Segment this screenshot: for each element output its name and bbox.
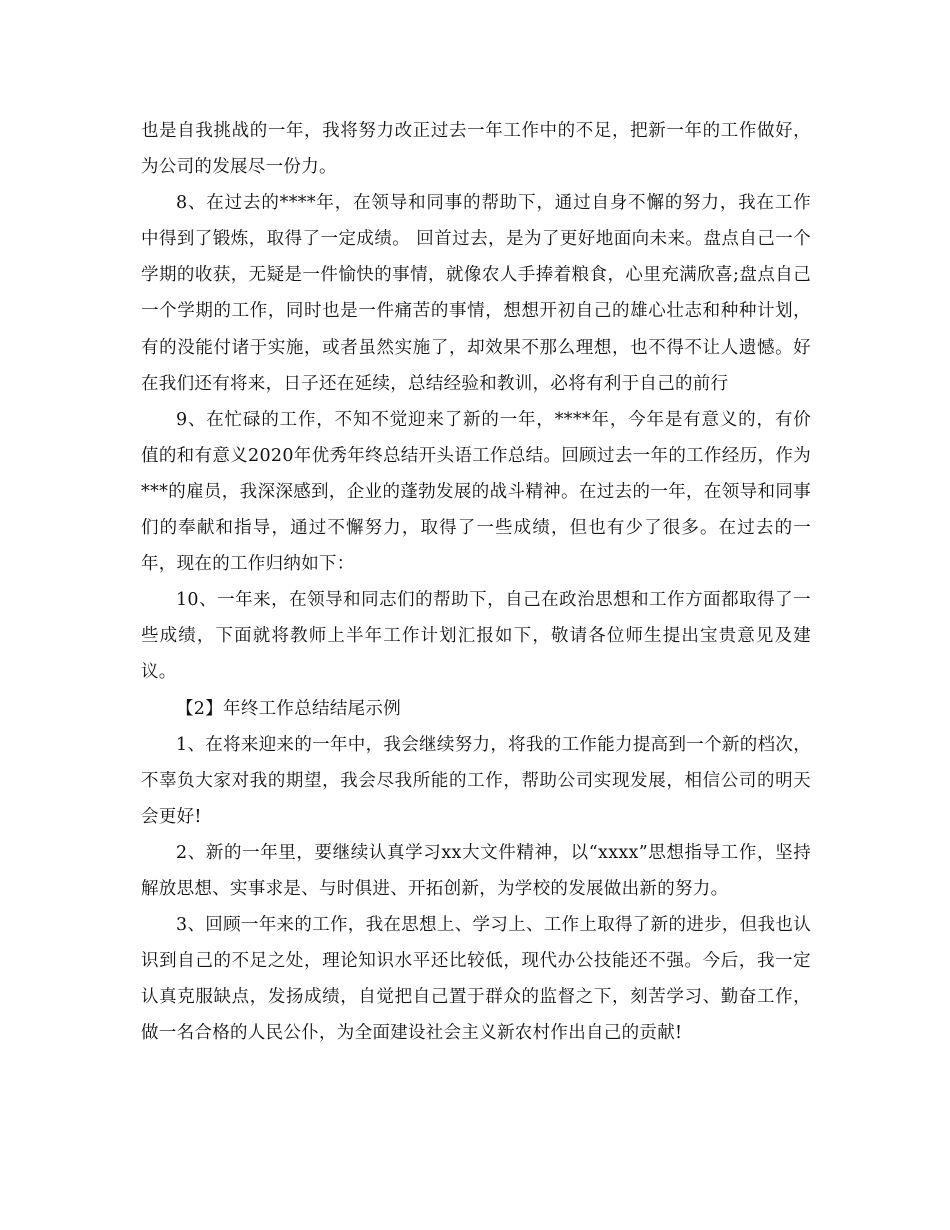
- document-body: [141, 113, 811, 1051]
- paragraph-ending-2: 2、新的一年里，要继续认真学习xx大文件精神，以“xxxx”思想指导工作，坚持解放思想、实事求是、与时俱进、开拓创新，为学校的发展做出新的努力。: [141, 842, 811, 899]
- paragraph-item-8: 8、在过去的****年，在领导和同事的帮助下，通过自身不懈的努力，我在工作中得到了锻炼，取得了一定成绩。 回首过去，是为了更好地面向未来。盘点自己一个学期的收获，无疑是一件愉快的事情，就像农人手捧着粮食，心里充满欣喜;盘点自己一个学期的工作，同时也是一件痛苦的事情，想想开初自己的雄心壮志和种种计划，有的没能付诸于实施，或者虽然实施了，却效果不那么理想，也不得不让人遗憾。好在我们还有将来，日子还在延续，总结经验和教训，必将有利于自己的前行: [141, 193, 811, 394]
- paragraph-item-10: 10、一年来，在领导和同志们的帮助下，自己在政治思想和工作方面都取得了一些成绩，下面就将教师上半年工作计划汇报如下，敬请各位师生提出宝贵意见及建议。: [141, 590, 811, 683]
- paragraph-ending-1: 1、在将来迎来的一年中，我会继续努力，将我的工作能力提高到一个新的档次，不辜负大家对我的期望，我会尽我所能的工作，帮助公司实现发展，相信公司的明天会更好!: [141, 734, 811, 827]
- paragraph-continuation: 也是自我挑战的一年，我将努力改正过去一年工作中的不足，把新一年的工作做好，为公司的发展尽一份力。: [141, 121, 811, 178]
- paragraph-item-9: 9、在忙碌的工作，不知不觉迎来了新的一年，****年，今年是有意义的，有价值的和有意义2020年优秀年终总结开头语工作总结。回顾过去一年的工作经历，作为***的雇员，我深深感到，企业的蓬勃发展的战斗精神。在过去的一年，在领导和同事们的奉献和指导，通过不懈努力，取得了一些成绩，但也有少了很多。在过去的一年，现在的工作归纳如下：: [141, 409, 811, 575]
- paragraph-ending-3: 3、回顾一年来的工作，我在思想上、学习上、工作上取得了新的进步，但我也认识到自己的不足之处，理论知识水平还比较低，现代办公技能还不强。今后，我一定认真克服缺点，发扬成绩，自觉把自己置于群众的监督之下，刻苦学习、勤奋工作，做一名合格的人民公仆，为全面建设社会主义新农村作出自己的贡献!: [141, 915, 811, 1044]
- section-heading: 【2】年终工作总结结尾示例: [176, 698, 402, 719]
